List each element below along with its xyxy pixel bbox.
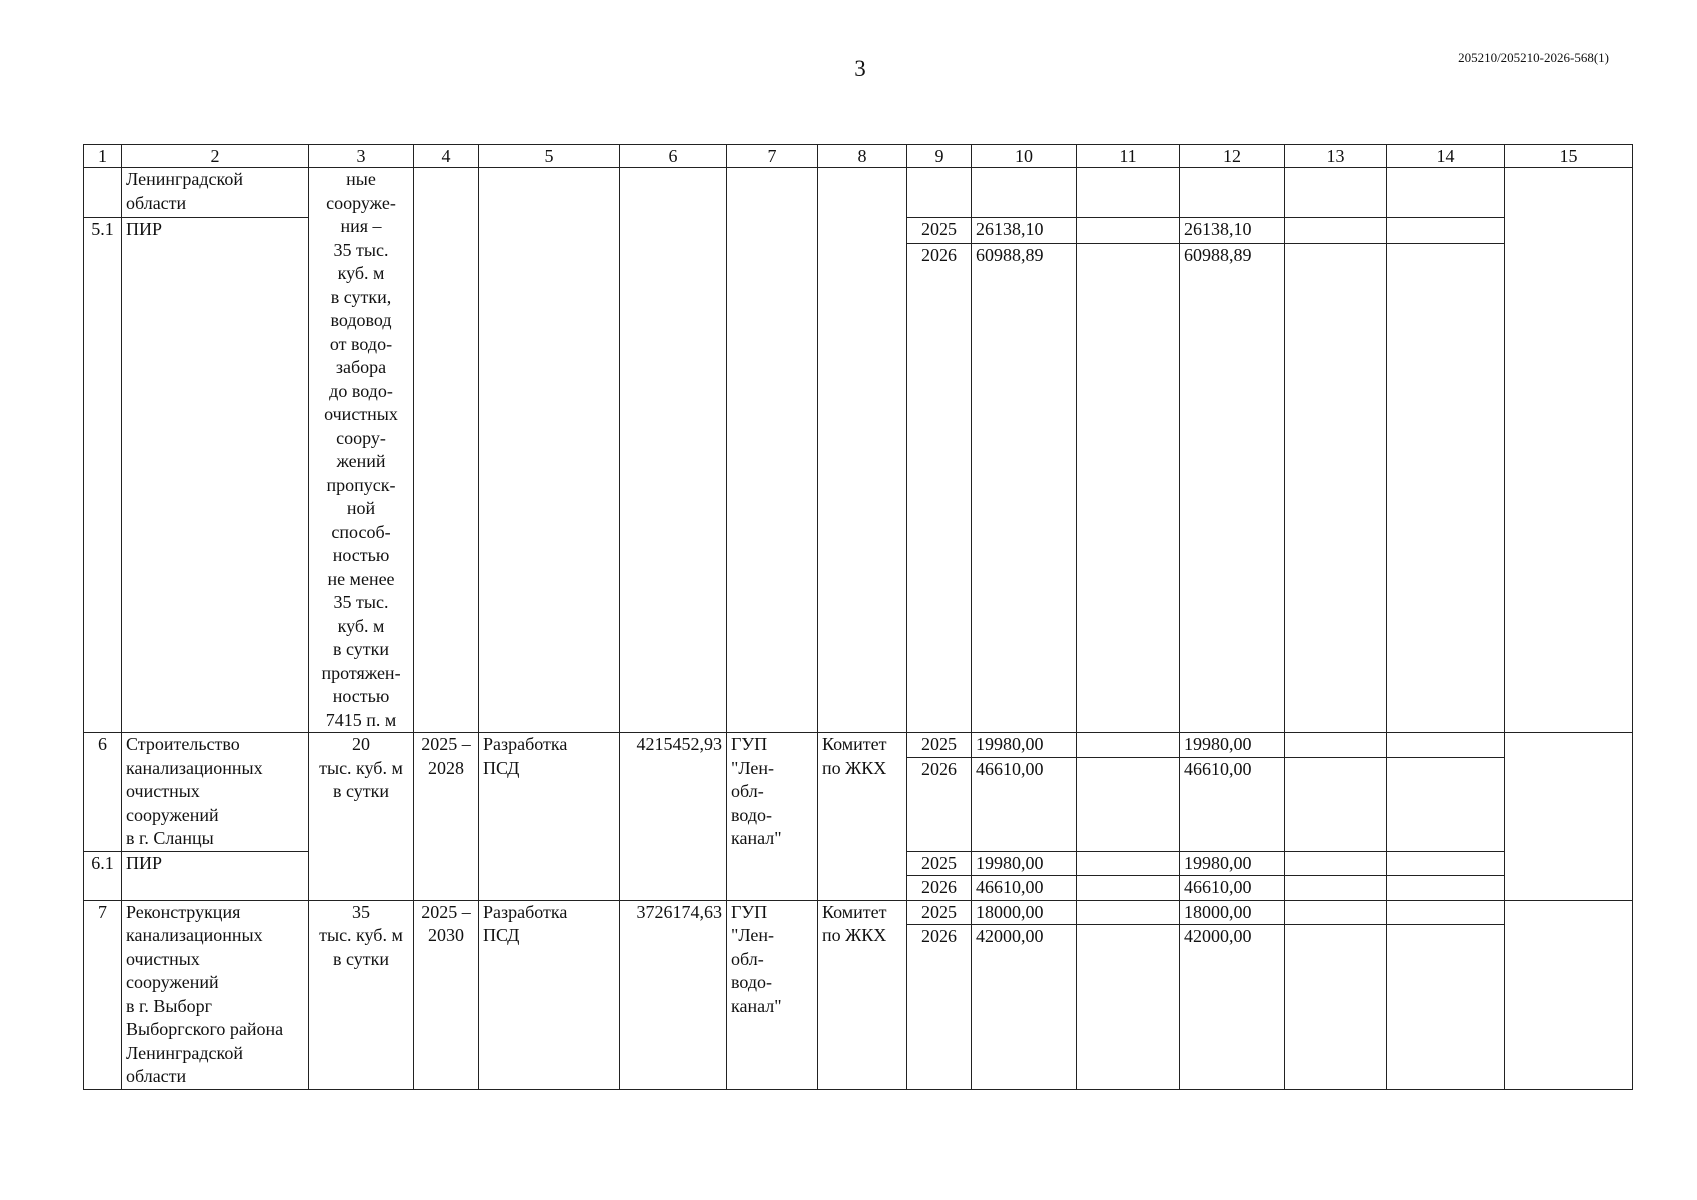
header-cell: 9: [907, 145, 972, 168]
header-cell: 15: [1505, 145, 1633, 168]
row-number: 7: [84, 900, 122, 1089]
capacity-cell: 20 тыс. куб. м в сутки: [309, 733, 414, 901]
header-cell: 10: [972, 145, 1077, 168]
stage-cell: Разработка ПСД: [479, 733, 620, 901]
header-cell: 11: [1077, 145, 1180, 168]
cost-cell: 3726174,63: [620, 900, 727, 1089]
year-cell: 2026: [907, 925, 972, 1089]
header-cell: 7: [727, 145, 818, 168]
header-cell: 2: [122, 145, 309, 168]
header-cell: 1: [84, 145, 122, 168]
period-cell: 2025 – 2028: [414, 733, 479, 901]
value-cell: 42000,00: [1180, 925, 1285, 1089]
object-name: Реконструкция канализационных очистных сооружений в г. Выборг Выборгского района Ленинградской области: [122, 900, 309, 1089]
value-cell: 19980,00: [1180, 851, 1285, 876]
value-cell: 46610,00: [1180, 757, 1285, 851]
page-number: 3: [854, 56, 866, 81]
table-header-row: [84, 145, 1633, 168]
executor-cell: ГУП "Лен- обл- водо- канал": [727, 733, 818, 901]
value-cell: 19980,00: [972, 851, 1077, 876]
row-number: 6: [84, 733, 122, 852]
value-cell: 46610,00: [972, 757, 1077, 851]
value-cell: 46610,00: [972, 876, 1077, 901]
year-cell: 2025: [907, 733, 972, 758]
object-name: ПИР: [122, 218, 309, 733]
period-cell: 2025 – 2030: [414, 900, 479, 1089]
executor-cell: ГУП "Лен- обл- водо- канал": [727, 900, 818, 1089]
committee-cell: Комитет по ЖКХ: [818, 733, 907, 901]
header-cell: 3: [309, 145, 414, 168]
row-number: 6.1: [84, 851, 122, 900]
value-cell: 42000,00: [972, 925, 1077, 1089]
value-cell: 60988,89: [972, 243, 1077, 732]
stage-cell: Разработка ПСД: [479, 900, 620, 1089]
year-cell: 2025: [907, 218, 972, 244]
year-cell: 2025: [907, 900, 972, 925]
object-name: Ленинградской области: [122, 168, 309, 218]
value-cell: 19980,00: [972, 733, 1077, 758]
value-cell: 26138,10: [972, 218, 1077, 244]
table-row: [84, 168, 1633, 218]
table-row: [84, 733, 1633, 758]
object-name: ПИР: [122, 851, 309, 900]
value-cell: 18000,00: [1180, 900, 1285, 925]
value-cell: 60988,89: [1180, 243, 1285, 732]
capacity-cell: 35 тыс. куб. м в сутки: [309, 900, 414, 1089]
value-cell: 18000,00: [972, 900, 1077, 925]
year-cell: 2025: [907, 851, 972, 876]
capacity-cell: ные сооруже- ния – 35 тыс. куб. м в сутки, водовод от водо- забора до водо- очистных соору- жений пропуск- ной способ- ностью не менее 35 тыс. куб. м в сутки протяжен- ностью 7415 п. м: [309, 168, 414, 733]
header-cell: 5: [479, 145, 620, 168]
committee-cell: Комитет по ЖКХ: [818, 900, 907, 1089]
document-code: 205210/205210-2026-568(1): [1458, 50, 1609, 65]
year-cell: 2026: [907, 876, 972, 901]
value-cell: 19980,00: [1180, 733, 1285, 758]
header-cell: 8: [818, 145, 907, 168]
value-cell: 26138,10: [1180, 218, 1285, 244]
header-cell: 13: [1285, 145, 1387, 168]
header-cell: 4: [414, 145, 479, 168]
header-cell: 14: [1387, 145, 1505, 168]
object-name: Строительство канализационных очистных сооружений в г. Сланцы: [122, 733, 309, 852]
value-cell: 46610,00: [1180, 876, 1285, 901]
investment-program-table: [83, 144, 1633, 1090]
header-cell: 12: [1180, 145, 1285, 168]
year-cell: 2026: [907, 243, 972, 732]
header-cell: 6: [620, 145, 727, 168]
cost-cell: 4215452,93: [620, 733, 727, 901]
table-row: [84, 900, 1633, 925]
row-number: 5.1: [84, 218, 122, 733]
year-cell: 2026: [907, 757, 972, 851]
